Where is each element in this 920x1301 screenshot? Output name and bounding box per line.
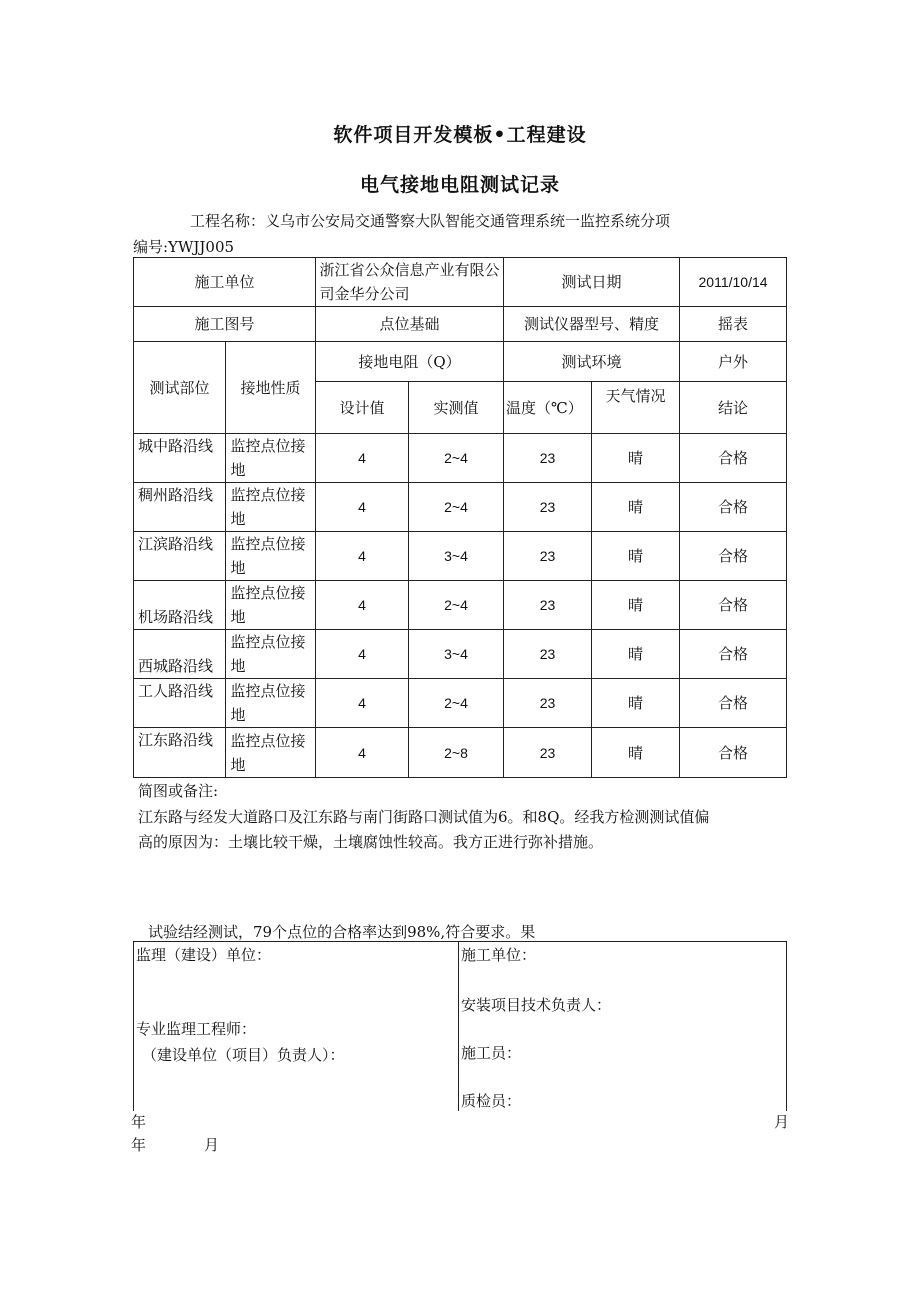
row-nature: 监控点位接地: [226, 434, 316, 483]
environment-value: 户外: [680, 342, 787, 382]
table-row: [134, 483, 787, 532]
table-row: [134, 581, 787, 630]
row-nature: 监控点位接地: [226, 728, 316, 778]
row-result: 合格: [680, 483, 787, 532]
row-temp: 23: [504, 630, 592, 679]
construction-unit-sign-label: 施工单位：: [461, 946, 537, 964]
table-row: [134, 434, 787, 483]
weather-header: 天气情况: [592, 382, 680, 434]
row-measured: 2~4: [409, 679, 504, 728]
construction-section: [459, 942, 787, 1112]
row-result: 合格: [680, 728, 787, 778]
month-label-2: 月: [204, 1136, 220, 1154]
nature-header: 接地性质: [226, 342, 316, 434]
row-design: 4: [316, 679, 409, 728]
row-temp: 23: [504, 728, 592, 778]
drawing-value: 点位基础: [316, 307, 504, 342]
test-date-label: 测试日期: [504, 258, 680, 307]
row-nature: 监控点位接地: [226, 581, 316, 630]
table-row: [134, 630, 787, 679]
row-temp: 23: [504, 532, 592, 581]
row-measured: 2~8: [409, 728, 504, 778]
row-location: 江滨路沿线: [134, 532, 226, 581]
test-date-value: 2011/10/14: [680, 258, 787, 307]
resistance-header: 接地电阻（Q）: [316, 342, 504, 382]
row-result: 合格: [680, 581, 787, 630]
row-weather: 晴: [592, 679, 680, 728]
table-row: [134, 728, 787, 778]
row-measured: 3~4: [409, 532, 504, 581]
test-conclusion: 试验结经测试，79个点位的合格率达到98%,符合要求。果: [148, 923, 536, 941]
temperature-header: 温度（℃）: [504, 382, 592, 434]
constructor-label: 施工员：: [461, 1044, 522, 1062]
row-measured: 3~4: [409, 630, 504, 679]
drawing-label: 施工图号: [134, 307, 316, 342]
row-temp: 23: [504, 434, 592, 483]
signature-table: [133, 941, 787, 1111]
row-design: 4: [316, 581, 409, 630]
row-temp: 23: [504, 679, 592, 728]
row-location: 江东路沿线: [134, 728, 226, 778]
construction-unit-label: 施工单位: [134, 258, 316, 307]
row-location: 城中路沿线: [134, 434, 226, 483]
instrument-value: 摇表: [680, 307, 787, 342]
owner-representative-label: （建设单位（项目）负责人）：: [142, 1046, 345, 1064]
row-design: 4: [316, 434, 409, 483]
row-design: 4: [316, 728, 409, 778]
row-weather: 晴: [592, 728, 680, 778]
notes-label: 简图或备注:: [138, 782, 219, 800]
row-weather: 晴: [592, 434, 680, 483]
supervision-unit-label: 监理（建设）单位：: [136, 946, 272, 964]
row-weather: 晴: [592, 483, 680, 532]
row-nature: 监控点位接地: [226, 483, 316, 532]
row-result: 合格: [680, 532, 787, 581]
row-measured: 2~4: [409, 434, 504, 483]
row-design: 4: [316, 630, 409, 679]
row-result: 合格: [680, 679, 787, 728]
row-weather: 晴: [592, 630, 680, 679]
row-nature: 监控点位接地: [226, 532, 316, 581]
tech-lead-label: 安装项目技术负责人：: [461, 996, 612, 1014]
instrument-label: 测试仪器型号、精度: [504, 307, 680, 342]
record-title: 电气接地电阻测试记录: [359, 174, 560, 196]
row-temp: 23: [504, 483, 592, 532]
row-design: 4: [316, 532, 409, 581]
row-weather: 晴: [592, 532, 680, 581]
row-result: 合格: [680, 630, 787, 679]
row-measured: 2~4: [409, 581, 504, 630]
row-result: 合格: [680, 434, 787, 483]
part-header: 测试部位: [134, 342, 226, 434]
design-header: 设计值: [316, 382, 409, 434]
document-title: 软件项目开发模板•工程建设: [333, 124, 587, 146]
supervision-engineer-label: 专业监理工程师：: [136, 1020, 257, 1038]
measured-header: 实测值: [409, 382, 504, 434]
row-measured: 2~4: [409, 483, 504, 532]
construction-unit-value: 浙江省公众信息产业有限公司金华分公司: [316, 258, 504, 307]
conclusion-header: 结论: [680, 382, 787, 434]
supervision-section: [134, 942, 459, 1112]
row-design: 4: [316, 483, 409, 532]
month-label: 月: [774, 1113, 790, 1131]
row-location: 西城路沿线: [134, 630, 226, 679]
record-code: 编号:YWJJ005: [133, 238, 235, 256]
row-location: 机场路沿线: [134, 581, 226, 630]
row-location: 工人路沿线: [134, 679, 226, 728]
row-nature: 监控点位接地: [226, 630, 316, 679]
notes-line-1: 江东路与经发大道路口及江东路与南门街路口测试值为6。和8Q。经我方检测测试值偏: [138, 808, 710, 826]
year-label-2: 年: [131, 1136, 147, 1154]
notes-line-2: 高的原因为：土壤比较干燥，土壤腐蚀性较高。我方正进行弥补措施。: [138, 833, 604, 851]
row-location: 稠州路沿线: [134, 483, 226, 532]
project-name: 工程名称：义乌市公安局交通警察大队智能交通管理系统一监控系统分项: [190, 212, 671, 230]
table-row: [134, 532, 787, 581]
table-row: [134, 679, 787, 728]
inspector-label: 质检员：: [461, 1092, 522, 1110]
row-weather: 晴: [592, 581, 680, 630]
row-nature: 监控点位接地: [226, 679, 316, 728]
row-temp: 23: [504, 581, 592, 630]
resistance-table: [133, 257, 787, 778]
environment-header: 测试环境: [504, 342, 680, 382]
year-label: 年: [131, 1113, 147, 1131]
